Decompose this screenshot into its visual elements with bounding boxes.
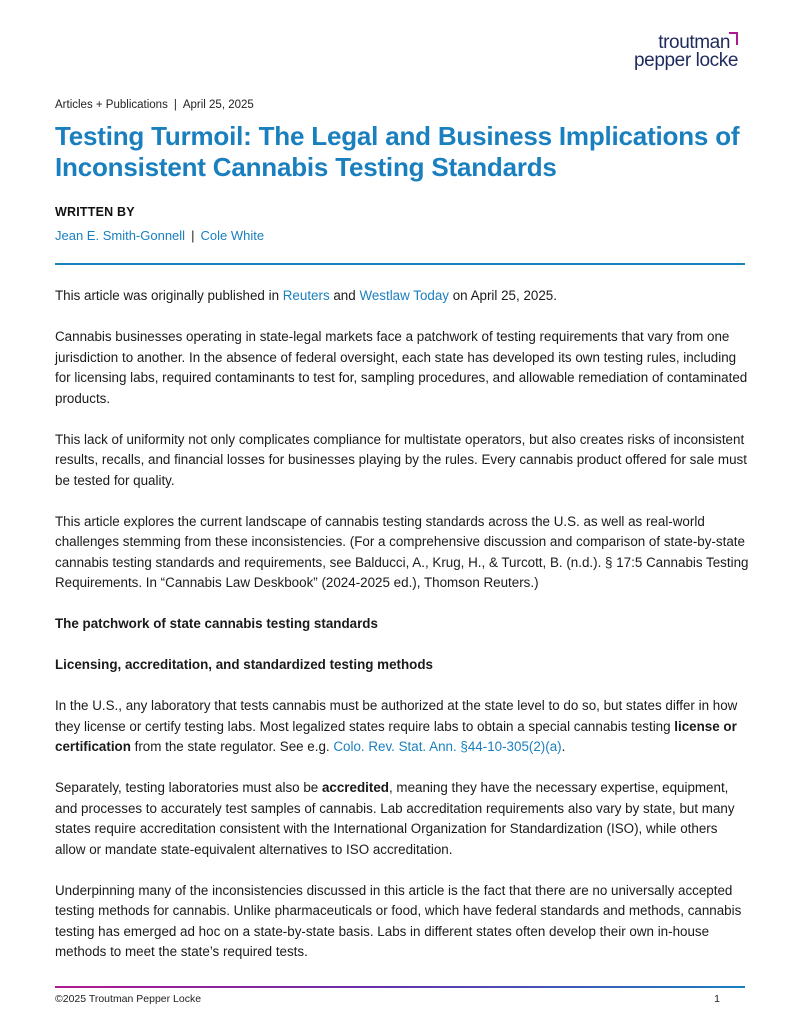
section-heading-2: Licensing, accreditation, and standardized testing methods — [55, 657, 433, 672]
logo-mark-icon — [729, 32, 738, 45]
article-meta — [55, 99, 254, 111]
paragraph-2: This lack of uniformity not only complicates compliance for multistate operators, but also creates risks of inconsistent results, recalls, and financial losses for businesses playing by the rules. Every cannabis product offered for sale must be tested for quality. — [55, 431, 747, 488]
p5-post: , meaning they have the necessary expertise, equipment, and processes to accurately test samples of cannabis. Lab accreditation requirements also vary by state, but many states require accreditation consistent with the International Organization for Standardization (ISO), while others allow or mandate state-equivalent alternatives to ISO accreditation. — [55, 780, 735, 857]
paragraph-3: This article explores the current landscape of cannabis testing standards across the U.S. as well as real-world challenges stemming from these inconsistencies. (For a comprehensive discussion and comparison of state-by-state cannabis testing standards and requirements, see Balducci, A., Krug, H., & Turcott, B. (n.d.). § 17:5 Cannabis Testing Requirements. In “Cannabis Law Deskbook” (2024-2025 ed.), Thomson Reuters.) — [55, 513, 749, 590]
company-logo — [618, 30, 738, 74]
author-separator: | — [191, 228, 195, 243]
intro-prefix: This article was originally published in — [55, 288, 283, 303]
paragraph-4 — [55, 696, 750, 758]
article-body — [55, 286, 750, 983]
publish-date: April 25, 2025 — [182, 99, 254, 111]
author-list — [55, 228, 264, 243]
intro-suffix: on April 25, 2025. — [449, 288, 557, 303]
meta-separator: | — [173, 99, 177, 111]
p4-bold: license or certification — [55, 718, 737, 754]
intro-and: and — [329, 288, 360, 303]
p4-mid: from the state regulator. See e.g. — [130, 739, 334, 754]
author-link-1[interactable]: Jean E. Smith-Gonnell — [55, 228, 186, 243]
paragraph-6: Underpinning many of the inconsistencies discussed in this article is the fact that there are no universally accepted testing methods for cannabis. Unlike pharmaceuticals or food, which have federal standards and methods, cannabis testing has emerged ad hoc on a state-by-state basis. Labs in different states often develop their own in-house methods to meet the state’s required tests. — [55, 882, 742, 959]
reuters-link[interactable]: Reuters — [282, 288, 330, 303]
author-link-2[interactable]: Cole White — [200, 228, 265, 243]
written-by-heading: WRITTEN BY — [55, 205, 135, 219]
article-title: Testing Turmoil: The Legal and Business Implications of Inconsistent Cannabis Testing Standards — [55, 121, 740, 182]
p5-bold: accredited — [321, 780, 389, 795]
section-label: Articles + Publications — [55, 99, 168, 111]
paragraph-1: Cannabis businesses operating in state-legal markets face a patchwork of testing requirements that vary from one jurisdiction to another. In the absence of federal oversight, each state has developed its own testing rules, including for licensing labs, required contaminants to test for, sampling procedures, and allowable remediation of contaminated products. — [55, 329, 748, 406]
westlaw-link[interactable]: Westlaw Today — [359, 288, 449, 303]
paragraph-5 — [55, 778, 750, 860]
logo-line-2: pepper locke — [634, 50, 738, 71]
statute-link[interactable]: Colo. Rev. Stat. Ann. §44-10-305(2)(a) — [333, 739, 562, 754]
section-heading-1: The patchwork of state cannabis testing standards — [55, 616, 378, 631]
p5-text: Separately, testing laboratories must also be — [55, 780, 322, 795]
page-number: 1 — [714, 993, 720, 1005]
p4-text: In the U.S., any laboratory that tests cannabis must be authorized at the state level to do so, but states differ in how they license or certify testing labs. Most legalized states require labs to obtain a special cannabis testing — [55, 698, 738, 734]
header-divider — [55, 263, 745, 265]
logo-line-1: troutman — [658, 32, 730, 53]
intro-paragraph — [55, 286, 750, 307]
footer-copyright: ©2025 Troutman Pepper Locke — [55, 993, 202, 1005]
footer-divider — [55, 986, 745, 988]
p4-end: . — [561, 739, 566, 754]
